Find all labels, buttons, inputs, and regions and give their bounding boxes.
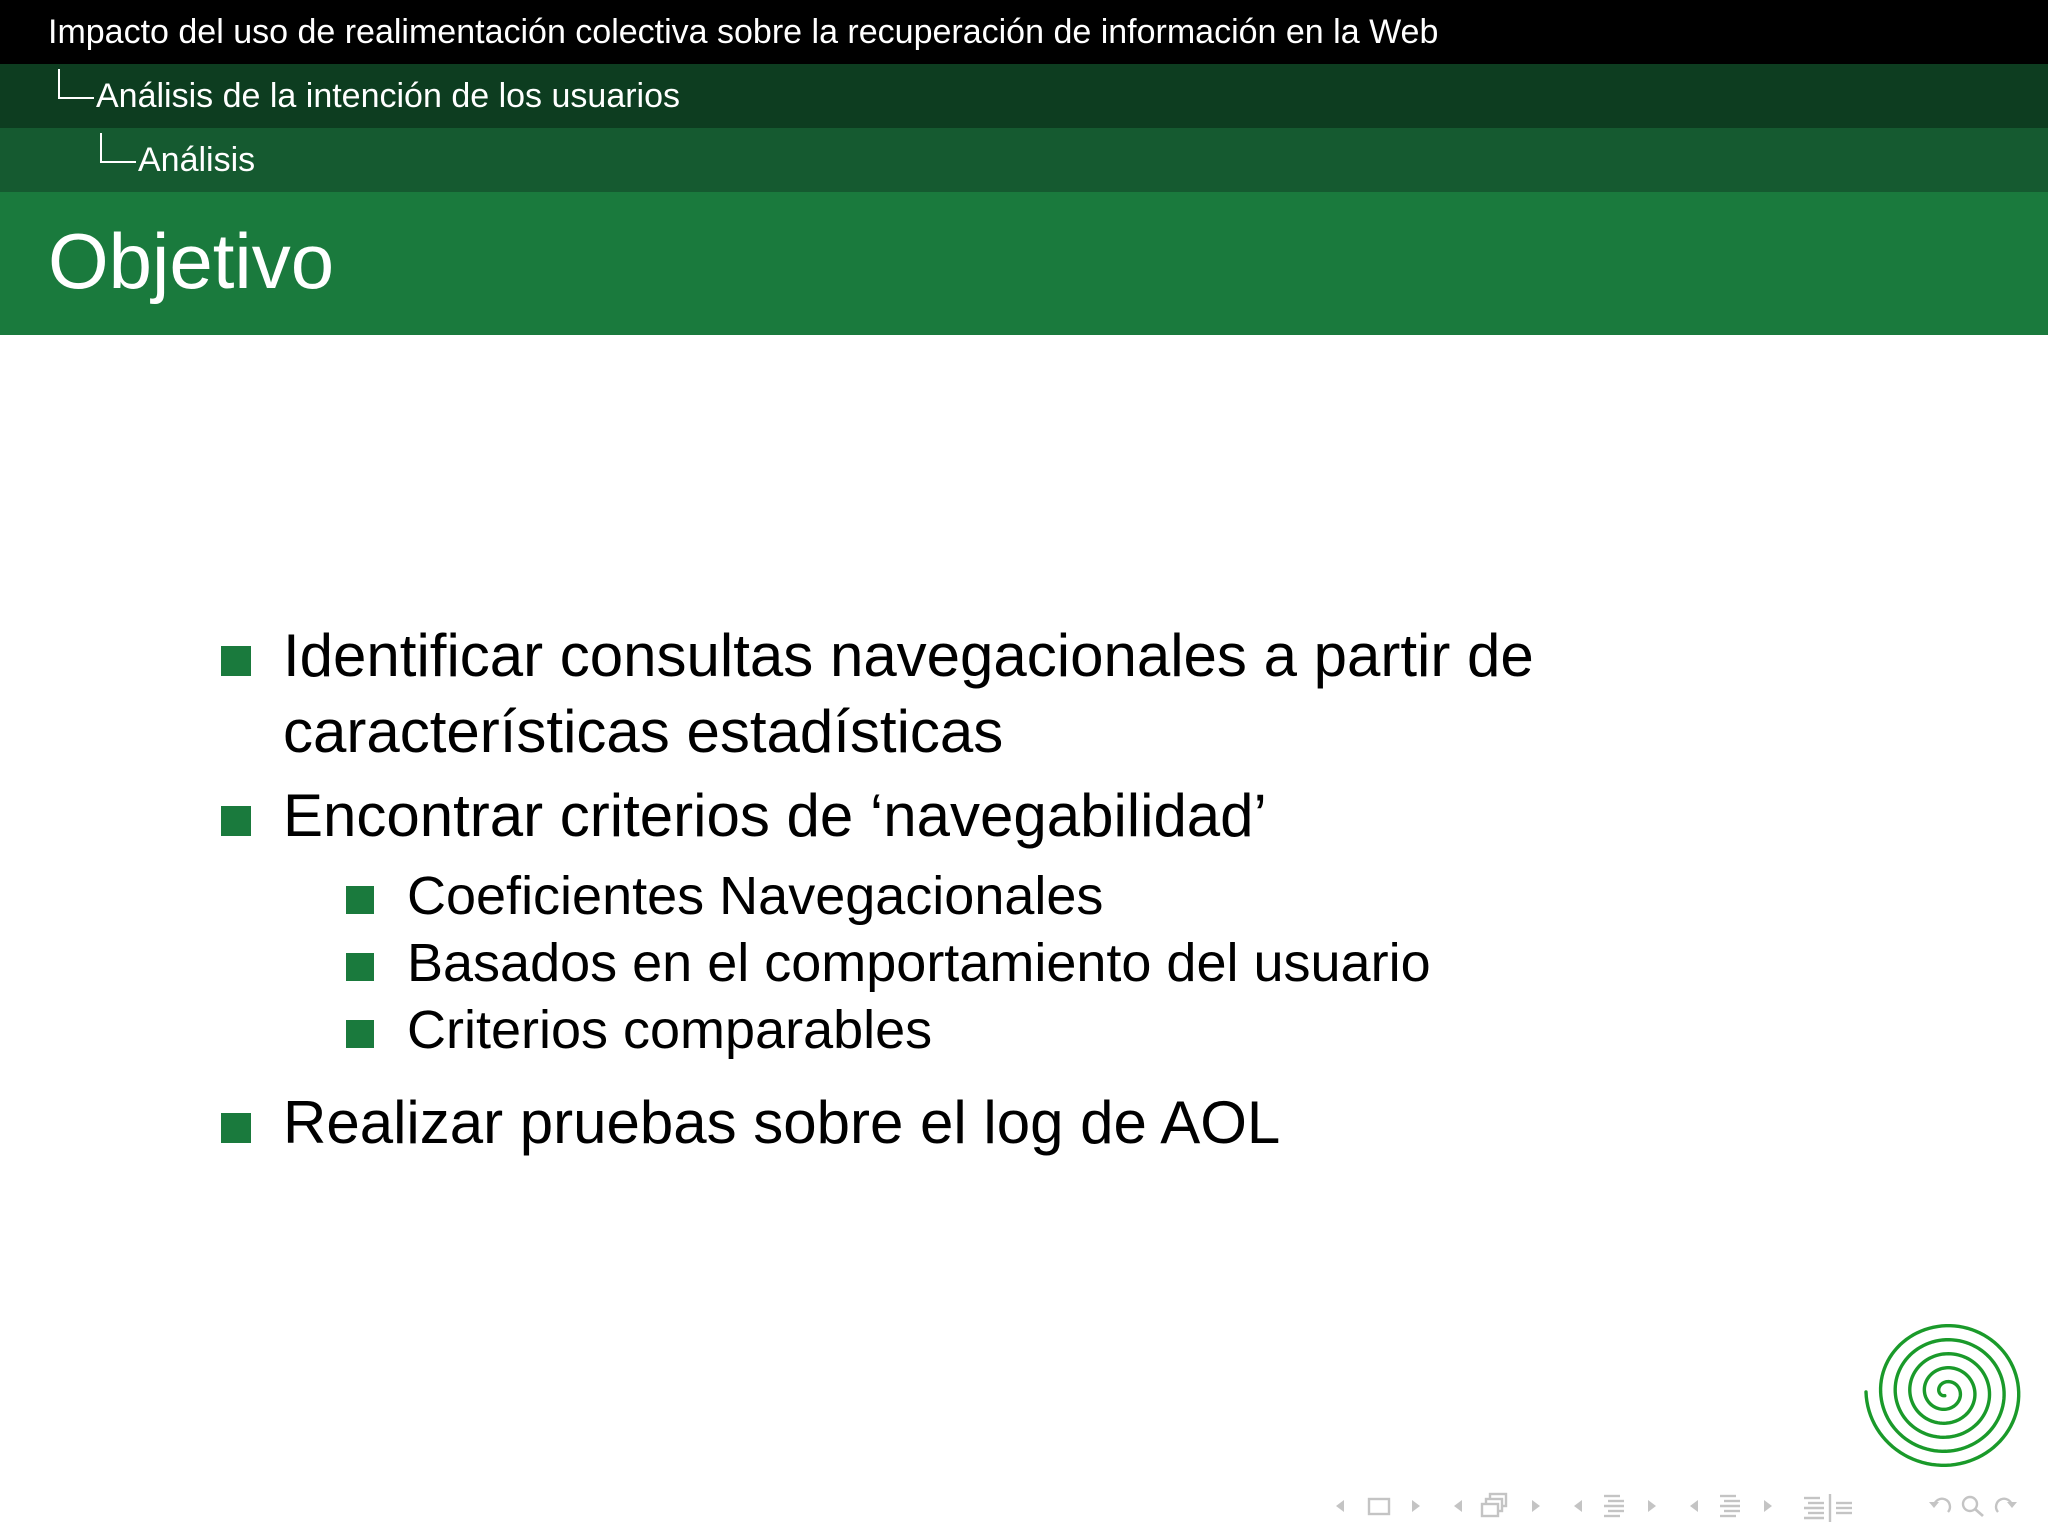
sub-bullet-square-icon: [346, 1020, 374, 1048]
appendix-icon[interactable]: [1800, 1486, 1860, 1526]
slide-title-bar: [0, 192, 2048, 335]
arrow-left-icon[interactable]: [1568, 1486, 1588, 1526]
sub-bullet-3: Criterios comparables: [407, 1000, 933, 1060]
presentation-title[interactable]: Impacto del uso de realimentación colectiva sobre la recuperación de información en la Web: [48, 12, 1439, 51]
arrow-right-icon[interactable]: [1758, 1486, 1778, 1526]
slide-title: Objetivo: [48, 217, 335, 305]
arrow-right-icon[interactable]: [1526, 1486, 1546, 1526]
arrow-left-icon[interactable]: [1448, 1486, 1468, 1526]
bullet-1-line-1: Identificar consultas navegacionales a partir de: [283, 622, 1534, 689]
navigation-bar: [1330, 1486, 2040, 1526]
subsection-icon[interactable]: [1478, 1486, 1514, 1526]
arrow-right-icon[interactable]: [1642, 1486, 1662, 1526]
presentation-icon[interactable]: [1714, 1486, 1746, 1526]
tree-elbow-icon: [100, 133, 136, 163]
search-icon[interactable]: [1958, 1486, 1988, 1526]
subsection-title[interactable]: Análisis: [138, 140, 256, 179]
arrow-left-icon[interactable]: [1684, 1486, 1704, 1526]
section-icon[interactable]: [1598, 1486, 1630, 1526]
arrow-left-icon[interactable]: [1330, 1486, 1350, 1526]
sub-bullet-square-icon: [346, 886, 374, 914]
sub-bullet-2: Basados en el comportamiento del usuario: [407, 933, 1431, 993]
spiral-logo-icon: [1858, 1308, 2034, 1476]
presentation-title-bar: [0, 0, 2048, 64]
bullet-1-line-2: características estadísticas: [283, 698, 1004, 765]
bullet-square-icon: [221, 806, 251, 836]
bullet-square-icon: [221, 1113, 251, 1143]
back-icon[interactable]: [1926, 1486, 1956, 1526]
section-bar: [0, 64, 2048, 128]
bullet-square-icon: [221, 646, 251, 676]
arrow-right-icon[interactable]: [1406, 1486, 1426, 1526]
frame-icon[interactable]: [1364, 1486, 1394, 1526]
sub-bullet-square-icon: [346, 953, 374, 981]
subsection-bar: [0, 128, 2048, 192]
section-title[interactable]: Análisis de la intención de los usuarios: [96, 76, 681, 115]
sub-bullet-1: Coeficientes Navegacionales: [407, 866, 1104, 926]
bullet-3: Realizar pruebas sobre el log de AOL: [283, 1089, 1281, 1156]
tree-elbow-icon: [58, 69, 94, 99]
bullet-2: Encontrar criterios de ‘navegabilidad’: [283, 782, 1267, 849]
forward-icon[interactable]: [1990, 1486, 2020, 1526]
